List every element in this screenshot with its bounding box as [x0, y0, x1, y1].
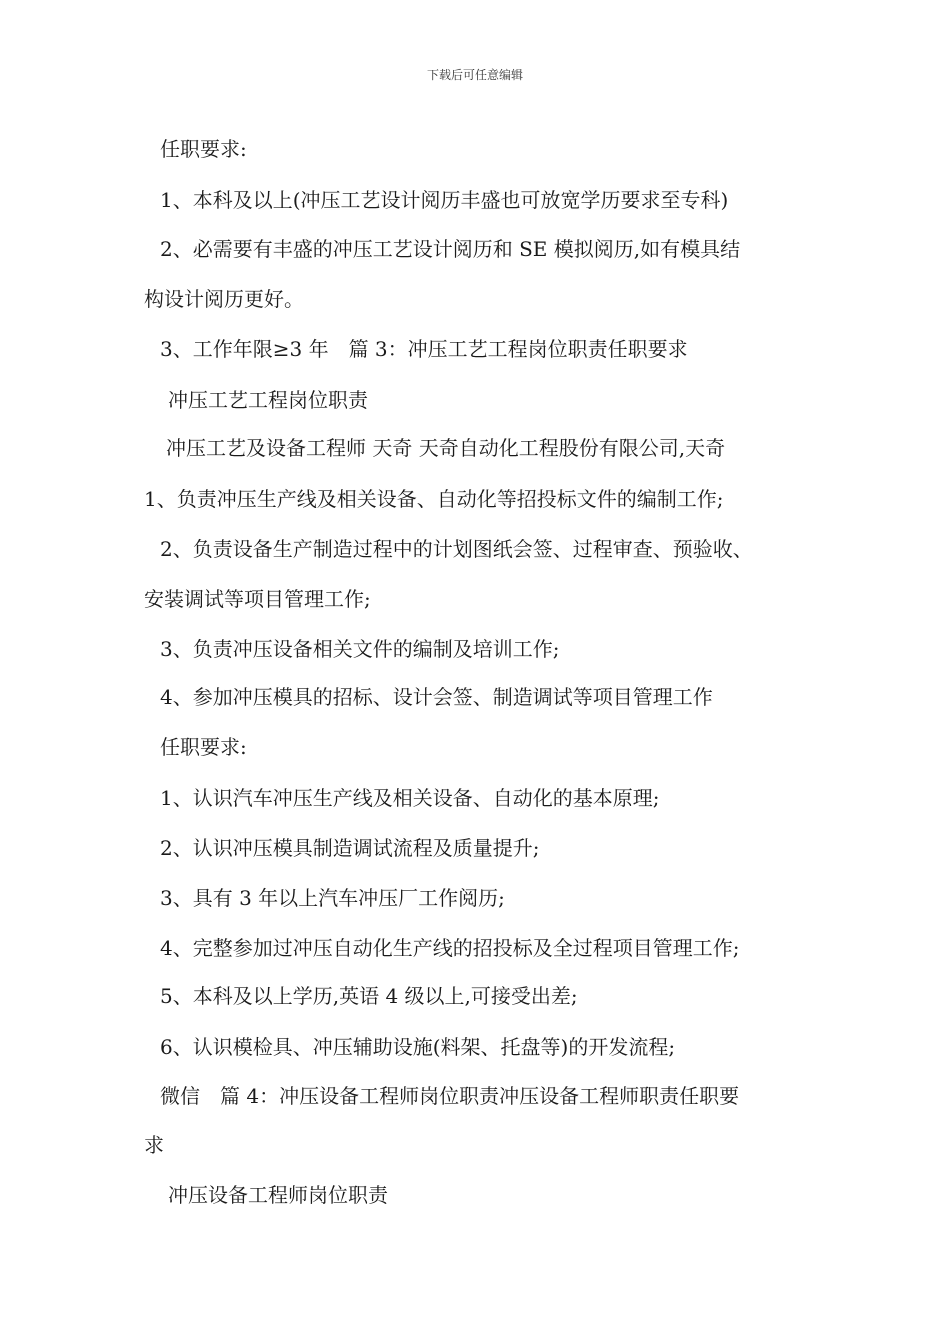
page-header: 下载后可任意编辑: [426, 68, 523, 82]
text-line: 2、必需要有丰盛的冲压工艺设计阅历和 SE 模拟阅历,如有模具结: [160, 237, 741, 261]
text-line: 3、工作年限≥3 年 篇 3：冲压工艺工程岗位职责任职要求: [160, 337, 688, 361]
text-line: 求: [144, 1133, 164, 1157]
text-line: 冲压工艺工程岗位职责: [168, 388, 368, 412]
text-line: 3、负责冲压设备相关文件的编制及培训工作;: [160, 637, 560, 661]
text-line: 任职要求:: [160, 735, 247, 759]
text-line: 3、具有 3 年以上汽车冲压厂工作阅历;: [160, 886, 505, 910]
text-line: 微信 篇 4：冲压设备工程师岗位职责冲压设备工程师职责任职要: [160, 1084, 740, 1108]
text-line: 2、负责设备生产制造过程中的计划图纸会签、过程审查、预验收、: [160, 537, 753, 561]
text-line: 4、完整参加过冲压自动化生产线的招投标及全过程项目管理工作;: [160, 936, 740, 960]
text-line: 4、参加冲压模具的招标、设计会签、制造调试等项目管理工作: [160, 685, 713, 709]
text-line: 1、认识汽车冲压生产线及相关设备、自动化的基本原理;: [160, 786, 660, 810]
text-line: 1、本科及以上(冲压工艺设计阅历丰盛也可放宽学历要求至专科): [160, 188, 729, 212]
text-line: 安装调试等项目管理工作;: [144, 587, 371, 611]
text-line: 2、认识冲压模具制造调试流程及质量提升;: [160, 836, 540, 860]
text-line: 冲压工艺及设备工程师 天奇 天奇自动化工程股份有限公司,天奇: [166, 436, 726, 460]
text-line: 构设计阅历更好。: [144, 287, 304, 311]
text-line: 5、本科及以上学历,英语 4 级以上,可接受出差;: [160, 984, 578, 1008]
text-line: 6、认识模检具、冲压辅助设施(料架、托盘等)的开发流程;: [160, 1035, 676, 1059]
text-line: 1、负责冲压生产线及相关设备、自动化等招投标文件的编制工作;: [144, 487, 724, 511]
text-line: 任职要求:: [160, 137, 247, 161]
text-line: 冲压设备工程师岗位职责: [168, 1183, 388, 1207]
